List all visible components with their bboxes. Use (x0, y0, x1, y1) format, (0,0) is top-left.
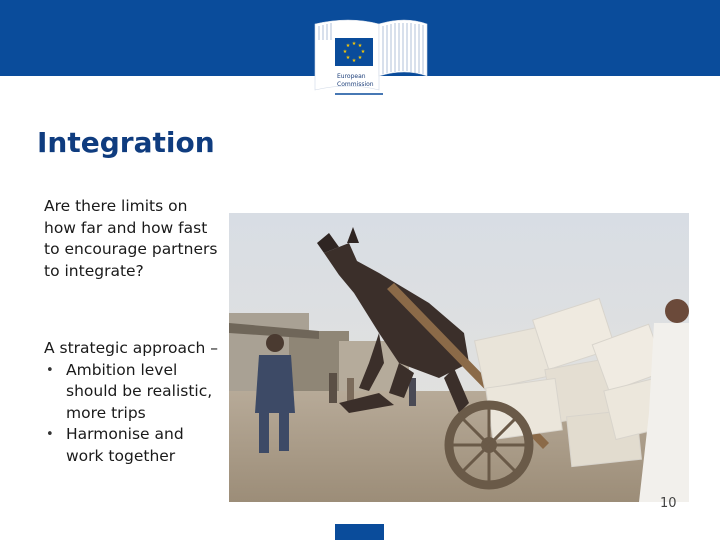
svg-text:★: ★ (351, 58, 357, 64)
bullet-list (44, 360, 224, 468)
svg-text:★: ★ (360, 49, 366, 55)
page-number: 10 (660, 496, 677, 511)
bullet-item (44, 424, 224, 467)
slide-title: Integration (37, 126, 215, 159)
logo-line-commission: Commission (337, 80, 374, 88)
bullet-icon: • (46, 427, 54, 442)
strategic-heading: A strategic approach – (44, 339, 218, 357)
bullet-text: Ambition level should be realistic, more trips (66, 360, 213, 422)
svg-text:★: ★ (342, 49, 348, 55)
footer-tab (335, 524, 384, 540)
svg-text:★: ★ (357, 55, 363, 61)
svg-text:★: ★ (357, 43, 363, 49)
svg-text:★: ★ (345, 55, 351, 61)
bullet-icon: • (46, 362, 54, 378)
logo-wordmark (337, 73, 397, 88)
bullet-text: Harmonise and work together (66, 425, 184, 465)
svg-text:★: ★ (345, 43, 351, 49)
intro-question: Are there limits on how far and how fast to encourage partners to integrate? (44, 197, 218, 280)
svg-text:★: ★ (351, 41, 357, 47)
logo-line-european: European (337, 73, 366, 80)
bullet-item (44, 360, 224, 425)
donkey-cart-photo (229, 213, 689, 502)
strategic-approach-block (44, 338, 224, 467)
